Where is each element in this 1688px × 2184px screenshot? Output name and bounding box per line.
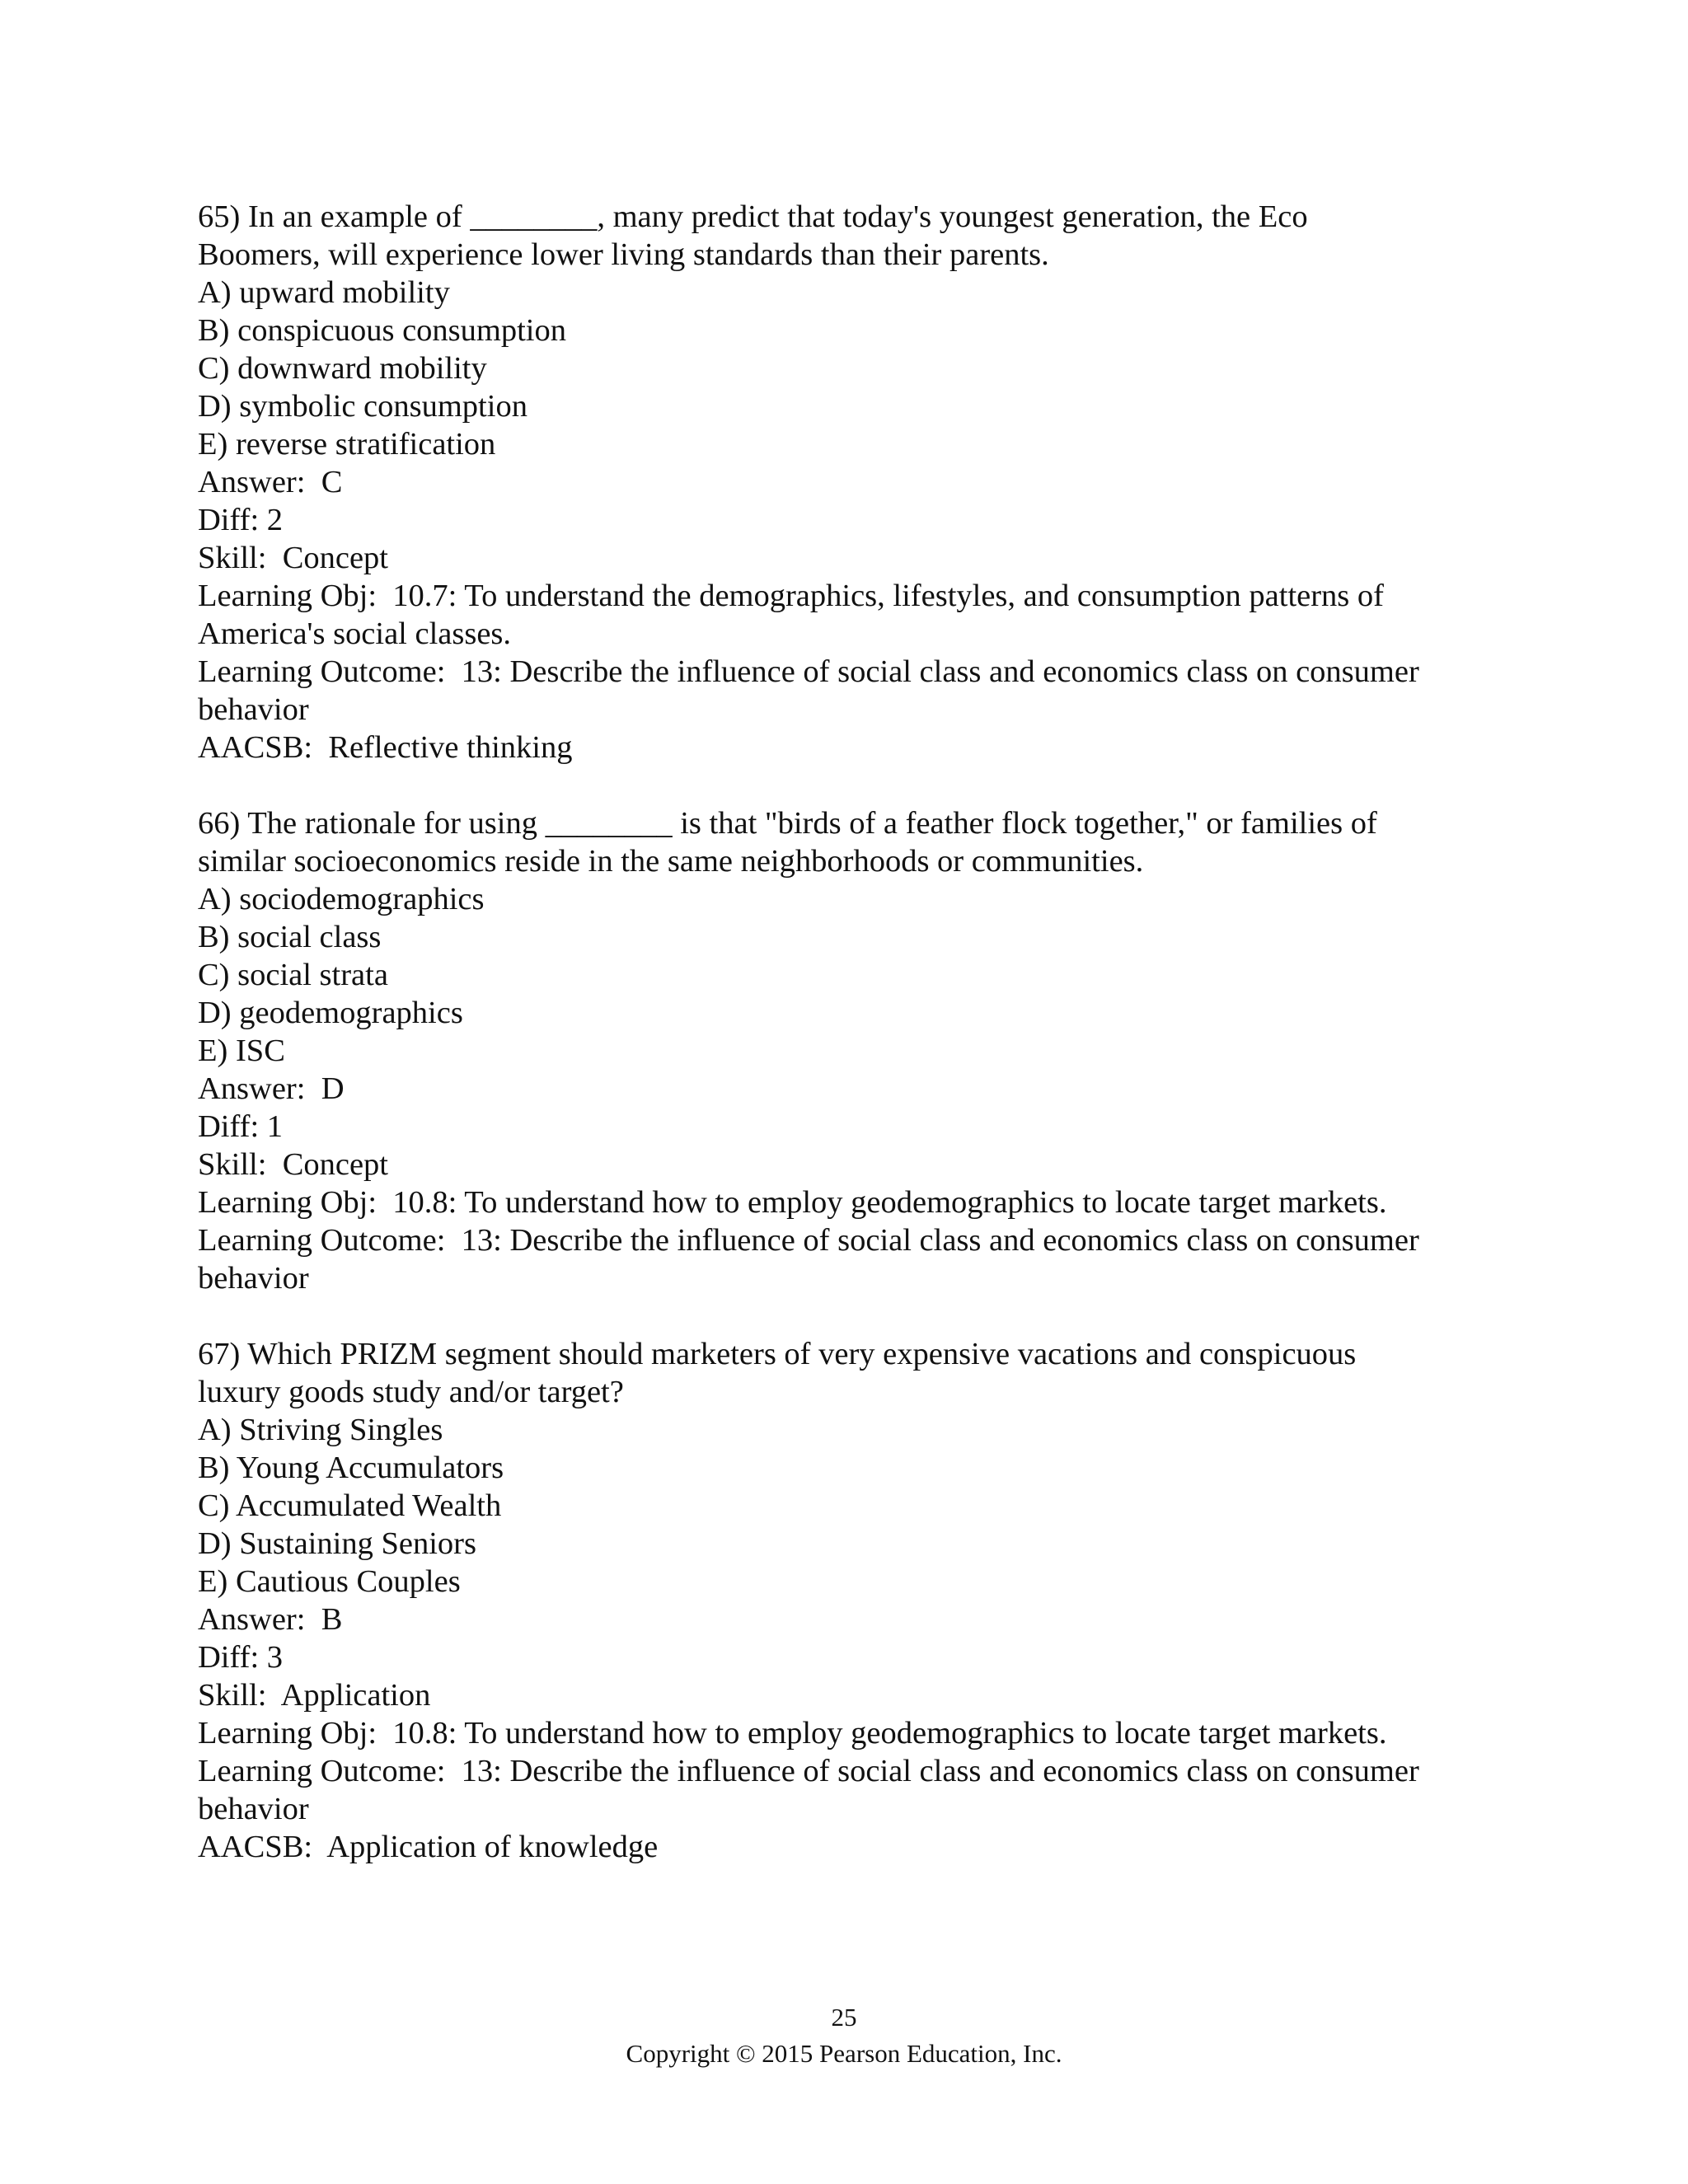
learning-outcome: Learning Outcome: 13: Describe the influence of social class and economics class on consumer	[198, 1223, 1419, 1258]
learning-outcome: Learning Outcome: 13: Describe the influence of social class and economics class on consumer	[198, 654, 1419, 689]
difficulty: Diff: 1	[198, 1109, 284, 1144]
question-stem: 65) In an example of ________, many predict that today's youngest generation, the Eco	[198, 199, 1308, 234]
page-number: 25	[831, 2003, 857, 2032]
choice-d: D) geodemographics	[198, 996, 463, 1030]
skill: Skill: Concept	[198, 541, 388, 575]
choice-e: E) ISC	[198, 1033, 285, 1068]
answer: Answer: D	[198, 1071, 345, 1106]
learning-objective: America's social classes.	[198, 616, 512, 651]
choice-a: A) Striving Singles	[198, 1413, 443, 1447]
question-stem: luxury goods study and/or target?	[198, 1375, 624, 1409]
learning-objective: Learning Obj: 10.7: To understand the demographics, lifestyles, and consumption patterns of	[198, 579, 1384, 613]
answer: Answer: B	[198, 1602, 343, 1637]
skill: Skill: Concept	[198, 1147, 388, 1182]
learning-outcome: behavior	[198, 1261, 309, 1296]
question-stem: 66) The rationale for using ________ is that "birds of a feather flock together," or families of	[198, 806, 1377, 841]
choice-a: A) upward mobility	[198, 275, 450, 310]
copyright-notice: Copyright © 2015 Pearson Education, Inc.	[626, 2039, 1062, 2068]
choice-b: B) conspicuous consumption	[198, 313, 566, 348]
spacer	[198, 766, 1517, 804]
choice-c: C) Accumulated Wealth	[198, 1488, 502, 1523]
question-block-67	[198, 1335, 1517, 1866]
choice-e: E) reverse stratification	[198, 427, 496, 462]
document-body	[198, 198, 1517, 1866]
choice-c: C) social strata	[198, 958, 388, 992]
question-stem: Boomers, will experience lower living standards than their parents.	[198, 237, 1049, 272]
learning-objective: Learning Obj: 10.8: To understand how to employ geodemographics to locate target markets.	[198, 1716, 1387, 1750]
choice-b: B) Young Accumulators	[198, 1451, 504, 1485]
learning-objective: Learning Obj: 10.8: To understand how to employ geodemographics to locate target markets.	[198, 1185, 1387, 1220]
learning-outcome: behavior	[198, 692, 309, 727]
question-block-65	[198, 198, 1517, 766]
choice-a: A) sociodemographics	[198, 882, 485, 916]
question-stem: 67) Which PRIZM segment should marketers of very expensive vacations and conspicuous	[198, 1337, 1357, 1371]
skill: Skill: Application	[198, 1678, 431, 1713]
choice-b: B) social class	[198, 920, 382, 954]
learning-outcome: Learning Outcome: 13: Describe the influence of social class and economics class on consumer	[198, 1754, 1419, 1788]
aacsb: AACSB: Application of knowledge	[198, 1830, 659, 1864]
question-block-66	[198, 804, 1517, 1297]
spacer	[198, 1297, 1517, 1335]
choice-e: E) Cautious Couples	[198, 1564, 461, 1599]
difficulty: Diff: 3	[198, 1640, 284, 1675]
choice-c: C) downward mobility	[198, 351, 487, 386]
answer: Answer: C	[198, 465, 343, 499]
aacsb: AACSB: Reflective thinking	[198, 730, 573, 765]
question-stem: similar socioeconomics reside in the same neighborhoods or communities.	[198, 844, 1144, 879]
learning-outcome: behavior	[198, 1792, 309, 1826]
difficulty: Diff: 2	[198, 503, 284, 537]
choice-d: D) symbolic consumption	[198, 389, 528, 424]
choice-d: D) Sustaining Seniors	[198, 1526, 476, 1561]
